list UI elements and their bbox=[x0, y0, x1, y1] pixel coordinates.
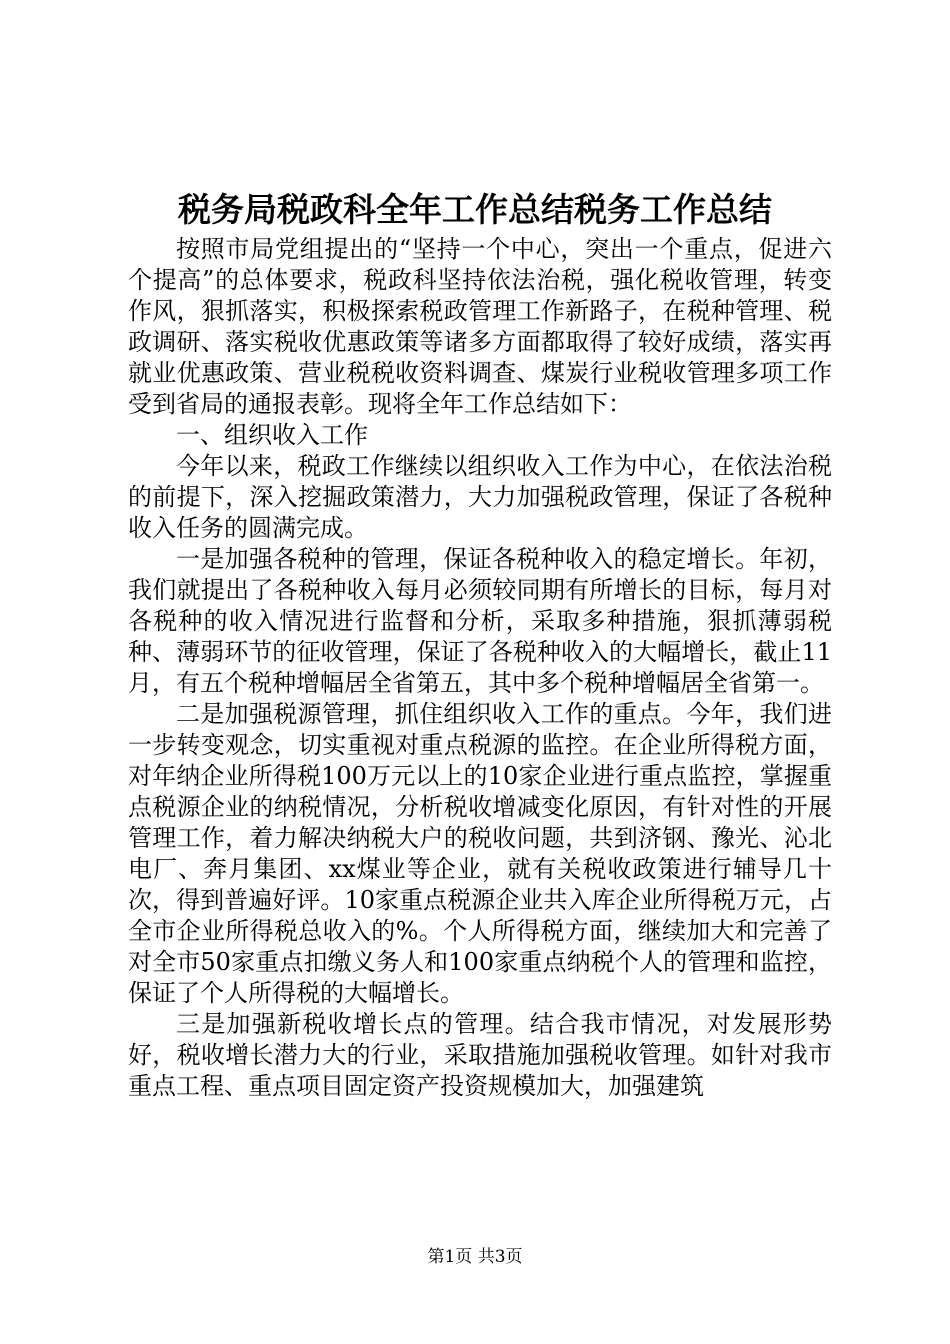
body-paragraph: 今年以来，税政工作继续以组织收入工作为中心，在依法治税的前提下，深入挖掘政策潜力，大力加强税政管理，保证了各税种收入任务的圆满完成。 bbox=[128, 452, 832, 542]
section-heading: 一、组织收入工作 bbox=[176, 421, 368, 449]
body-paragraph: 按照市局党组提出的“坚持一个中心，突出一个重点，促进六个提高”的总体要求，税政科坚持依法治税，强化税收管理，转变作风，狠抓落实，积极探索税政管理工作新路子，在税种管理、税政调研、落实税收优惠政策等诸多方面都取得了较好成绩，落实再就业优惠政策、营业税税收资料调查、煤炭行业税收管理多项工作受到省局的通报表彰。现将全年工作总结如下： bbox=[128, 235, 832, 418]
page-footer: 第1页 共3页 bbox=[427, 1247, 523, 1267]
document-body bbox=[128, 234, 832, 1102]
body-paragraph: 一是加强各税种的管理，保证各税种收入的稳定增长。年初，我们就提出了各税种收入每月必须较同期有所增长的目标，每月对各税种的收入情况进行监督和分析，采取多种措施，狠抓薄弱税种、薄弱环节的征收管理，保证了各税种收入的大幅增长，截止11月，有五个税种增幅居全省第五，其中多个税种增幅居全省第一。 bbox=[128, 545, 832, 697]
body-paragraph: 三是加强新税收增长点的管理。结合我市情况，对发展形势好，税收增长潜力大的行业，采取措施加强税收管理。如针对我市重点工程、重点项目固定资产投资规模加大，加强建筑 bbox=[128, 1010, 832, 1100]
body-paragraph: 二是加强税源管理，抓住组织收入工作的重点。今年，我们进一步转变观念，切实重视对重点税源的监控。在企业所得税方面，对年纳企业所得税100万元以上的10家企业进行重点监控，掌握重点税源企业的纳税情况，分析税收增减变化原因，有针对性的开展管理工作，着力解决纳税大户的税收问题，共到济钢、豫光、沁北电厂、奔月集团、xx煤业等企业，就有关税收政策进行辅导几十次，得到普遍好评。10家重点税源企业共入库企业所得税万元，占全市企业所得税总收入的%。个人所得税方面，继续加大和完善了对全市50家重点扣缴义务人和100家重点纳税个人的管理和监控，保证了个人所得税的大幅增长。 bbox=[128, 700, 832, 1007]
document-title: 税务局税政科全年工作总结税务工作总结 bbox=[178, 190, 772, 229]
